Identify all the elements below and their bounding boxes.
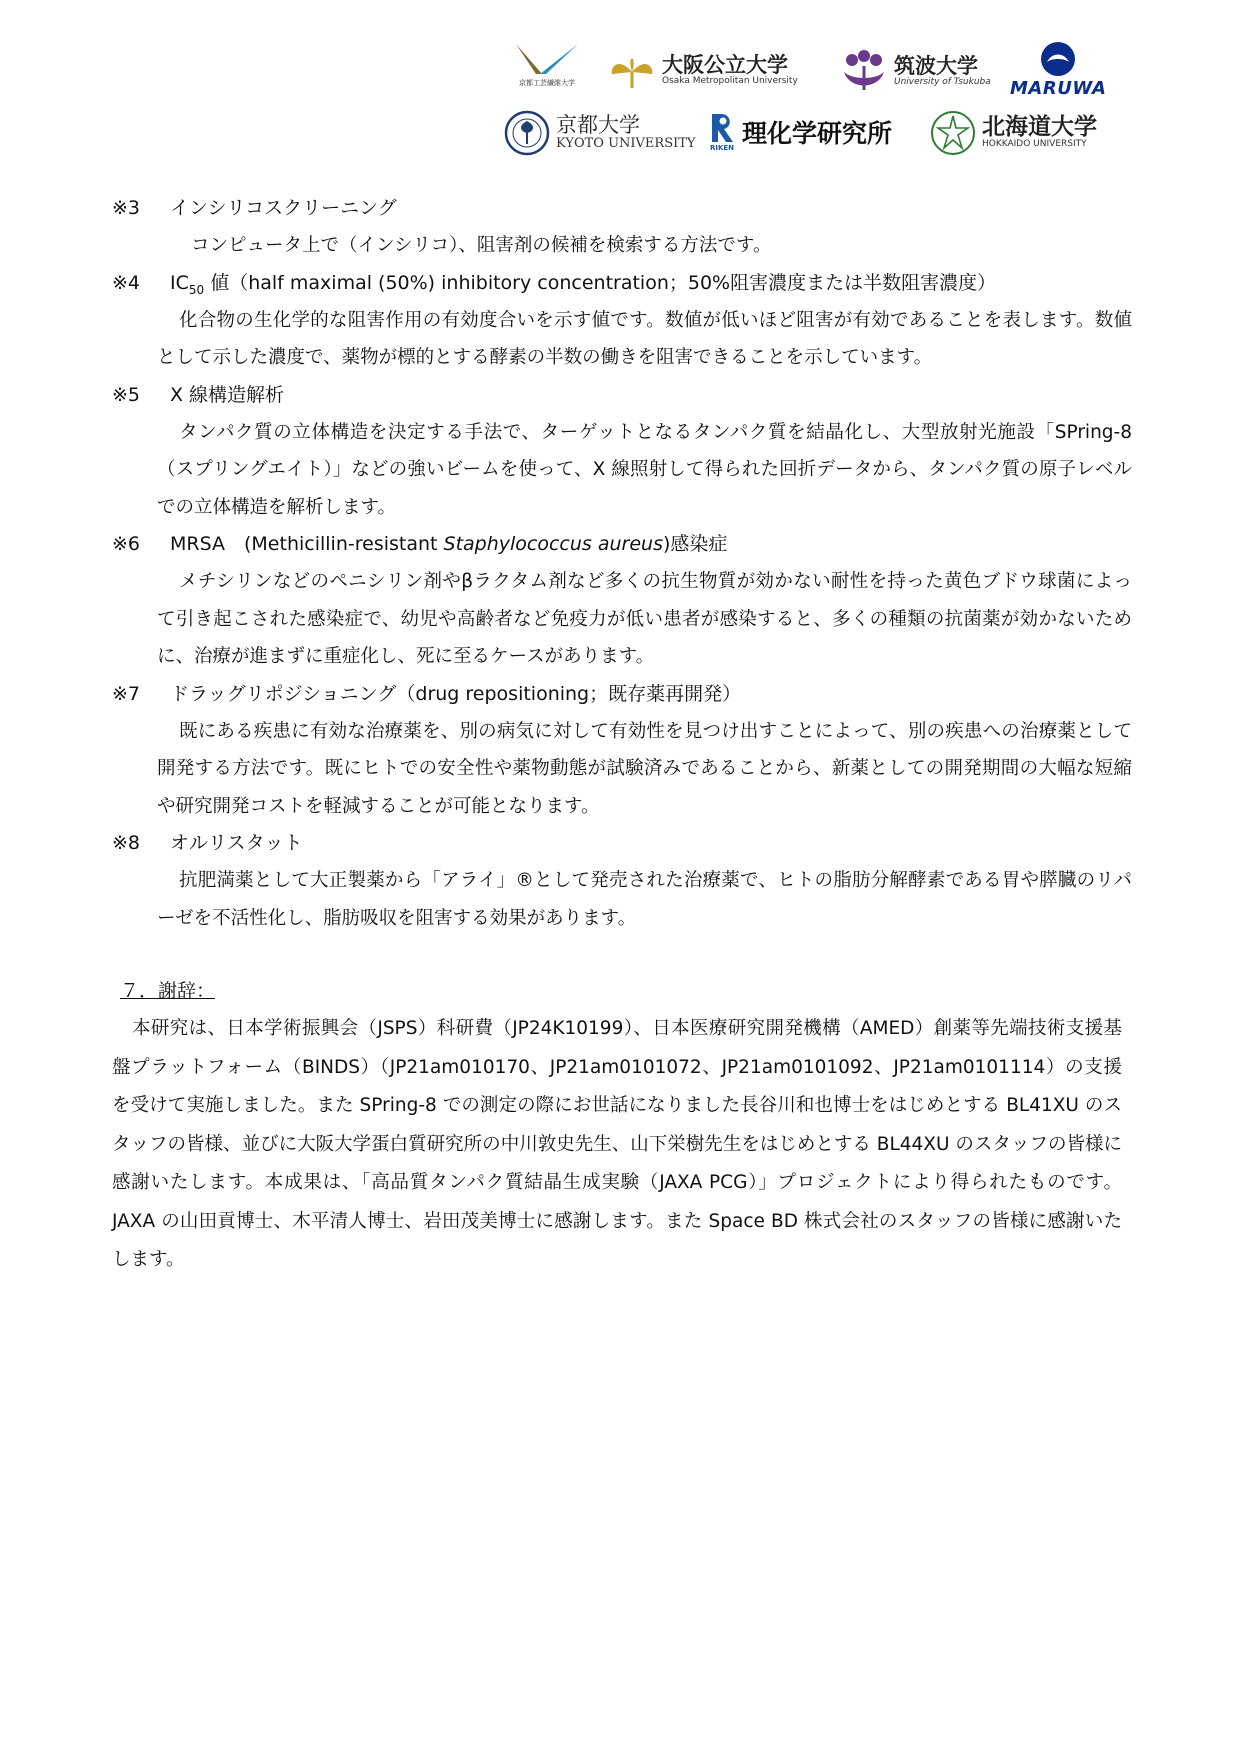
note-title-subscript: 50 <box>188 282 205 297</box>
hokkaido-crest-icon <box>930 110 976 156</box>
note-heading <box>112 825 1132 862</box>
note-mark: ※5 <box>112 383 141 406</box>
paulownia-crest-icon <box>840 50 888 94</box>
note-heading <box>112 377 1132 414</box>
hokkaido-logo <box>930 110 1097 156</box>
note-title-suffix: 値（half maximal (50%) inhibitory concentration；50%阻害濃度または半数阻害濃度） <box>204 271 997 294</box>
kyoto-seal-icon <box>504 110 550 156</box>
maruwa-name: MARUWA <box>1010 78 1107 99</box>
tsukuba-logo <box>840 50 991 94</box>
note-mark: ※8 <box>112 832 141 854</box>
riken-emblem-icon <box>708 112 736 144</box>
omu-subname: Osaka Metropolitan University <box>662 76 798 87</box>
omu-logo <box>608 52 798 90</box>
partner-logos <box>500 38 1140 158</box>
note-body: 既にある疾患に有効な治療薬を、別の病気に対して有効性を見つけ出すことによって、別の疾患への治療薬として開発する方法です。既にヒトでの安全性や薬物動態が試験済みであることから、新薬としての開発期間の大幅な短縮や研究開発コストを軽減することが可能となります。 <box>157 720 1132 817</box>
note-5 <box>112 377 1132 527</box>
hokkaido-name: 北海道大学 <box>982 114 1097 141</box>
note-6 <box>112 526 1132 676</box>
note-heading <box>112 526 1132 563</box>
note-title: インシリコスクリーニング <box>170 197 397 219</box>
riken-mark-text: RIKEN <box>709 144 735 152</box>
note-body: 抗肥満薬として大正製薬から「アライ」®として発売された治療薬で、ヒトの脂肪分解酵素である胃や膵臓のリパーゼを不活性化し、脂肪吸収を阻害する効果があります。 <box>157 870 1132 929</box>
kyoto-subname: KYOTO UNIVERSITY <box>556 135 696 151</box>
note-mark: ※4 <box>112 271 141 294</box>
kyoto-name: 京都大学 <box>556 112 640 137</box>
note-7 <box>112 676 1132 826</box>
note-title-suffix: )感染症 <box>663 533 728 555</box>
maruwa-logo <box>1010 40 1106 99</box>
glossary-notes <box>112 190 1132 1280</box>
ginkgo-leaf-icon <box>608 52 656 90</box>
note-mark: ※3 <box>112 197 141 219</box>
hokkaido-subname: HOKKAIDO UNIVERSITY <box>982 139 1087 150</box>
kit-caption: 京都工芸繊維大学 <box>519 79 575 87</box>
note-title-prefix: IC <box>170 271 189 294</box>
note-4 <box>112 265 1132 377</box>
note-body: メチシリンなどのペニシリン剤やβラクタム剤など多くの抗生物質が効かない耐性を持った黄色ブドウ球菌によって引き起こされた感染症で、幼児や高齢者など免疫力が低い患者が感染すると、多くの種類の抗菌薬が効かないために、治療が進まずに重症化し、死に至るケースがあります。 <box>157 571 1132 667</box>
note-body: 化合物の生化学的な阻害作用の有効度合いを示す値です。数値が低いほど阻害が有効であることを表します。数値として示した濃度で、薬物が標的とする酵素の半数の働きを阻害できることを示しています。 <box>157 309 1132 368</box>
acknowledgement-heading: ７．謝辞： <box>120 980 216 1002</box>
note-heading <box>112 676 1132 713</box>
note-body: タンパク質の立体構造を決定する手法で、ターゲットとなるタンパク質を結晶化し、大型放射光施設「SPring-8（スプリングエイト）」などの強いビームを使って、X 線照射して得られた回折データから、タンパク質の原子レベルでの立体構造を解析します。 <box>157 421 1132 518</box>
note-3 <box>112 190 1132 265</box>
kit-emblem-icon <box>512 42 582 76</box>
kit-logo <box>508 42 586 88</box>
kyoto-logo <box>504 110 696 156</box>
note-title: X 線構造解析 <box>170 383 285 406</box>
riken-logo <box>708 112 892 152</box>
note-mark: ※6 <box>112 533 141 555</box>
riken-mark <box>708 112 736 152</box>
note-title: オルリスタット <box>170 832 303 854</box>
note-8 <box>112 825 1132 937</box>
tsukuba-subname: University of Tsukuba <box>894 77 991 88</box>
omu-name: 大阪公立大学 <box>662 53 788 78</box>
note-body: コンピュータ上で（インシリコ）、阻害剤の候補を検索する方法です。 <box>191 235 772 256</box>
note-title-italic: Staphylococcus aureus <box>443 533 663 555</box>
tsukuba-name: 筑波大学 <box>894 54 978 79</box>
note-title: ドラッグリポジショニング（drug repositioning；既存薬再開発） <box>170 682 742 705</box>
note-mark: ※7 <box>112 682 141 705</box>
note-heading <box>112 265 1132 302</box>
note-title-prefix: MRSA (Methicillin-resistant <box>170 533 444 555</box>
maruwa-emblem-icon <box>1038 40 1078 78</box>
acknowledgement-body: 本研究は、日本学術振興会（JSPS）科研費（JP24K10199）、日本医療研究開発機構（AMED）創薬等先端技術支援基盤プラットフォーム（BINDS）（JP21am010170、JP21am0101072、JP21am0101092、JP21am0101114）の支援を受けて実施しました。また SPring-8 での測定の際にお世話になりました長谷川和也博士をはじめとする BL41XU のスタッフの皆様、並びに大阪大学蛋白質研究所の中川敦史先生、山下栄樹先生をはじめとする BL44XU のスタッフの皆様に感謝いたします。本成果は、「高品質タンパク質結晶生成実験（JAXA PCG）」プロジェクトにより得られたものです。JAXA の山田貢博士、木平清人博士、岩田茂美博士に感謝します。また Space BD 株式会社のスタッフの皆様に感謝いたします。 <box>112 1018 1122 1270</box>
note-heading <box>112 190 1132 227</box>
riken-name: 理化学研究所 <box>742 119 893 148</box>
